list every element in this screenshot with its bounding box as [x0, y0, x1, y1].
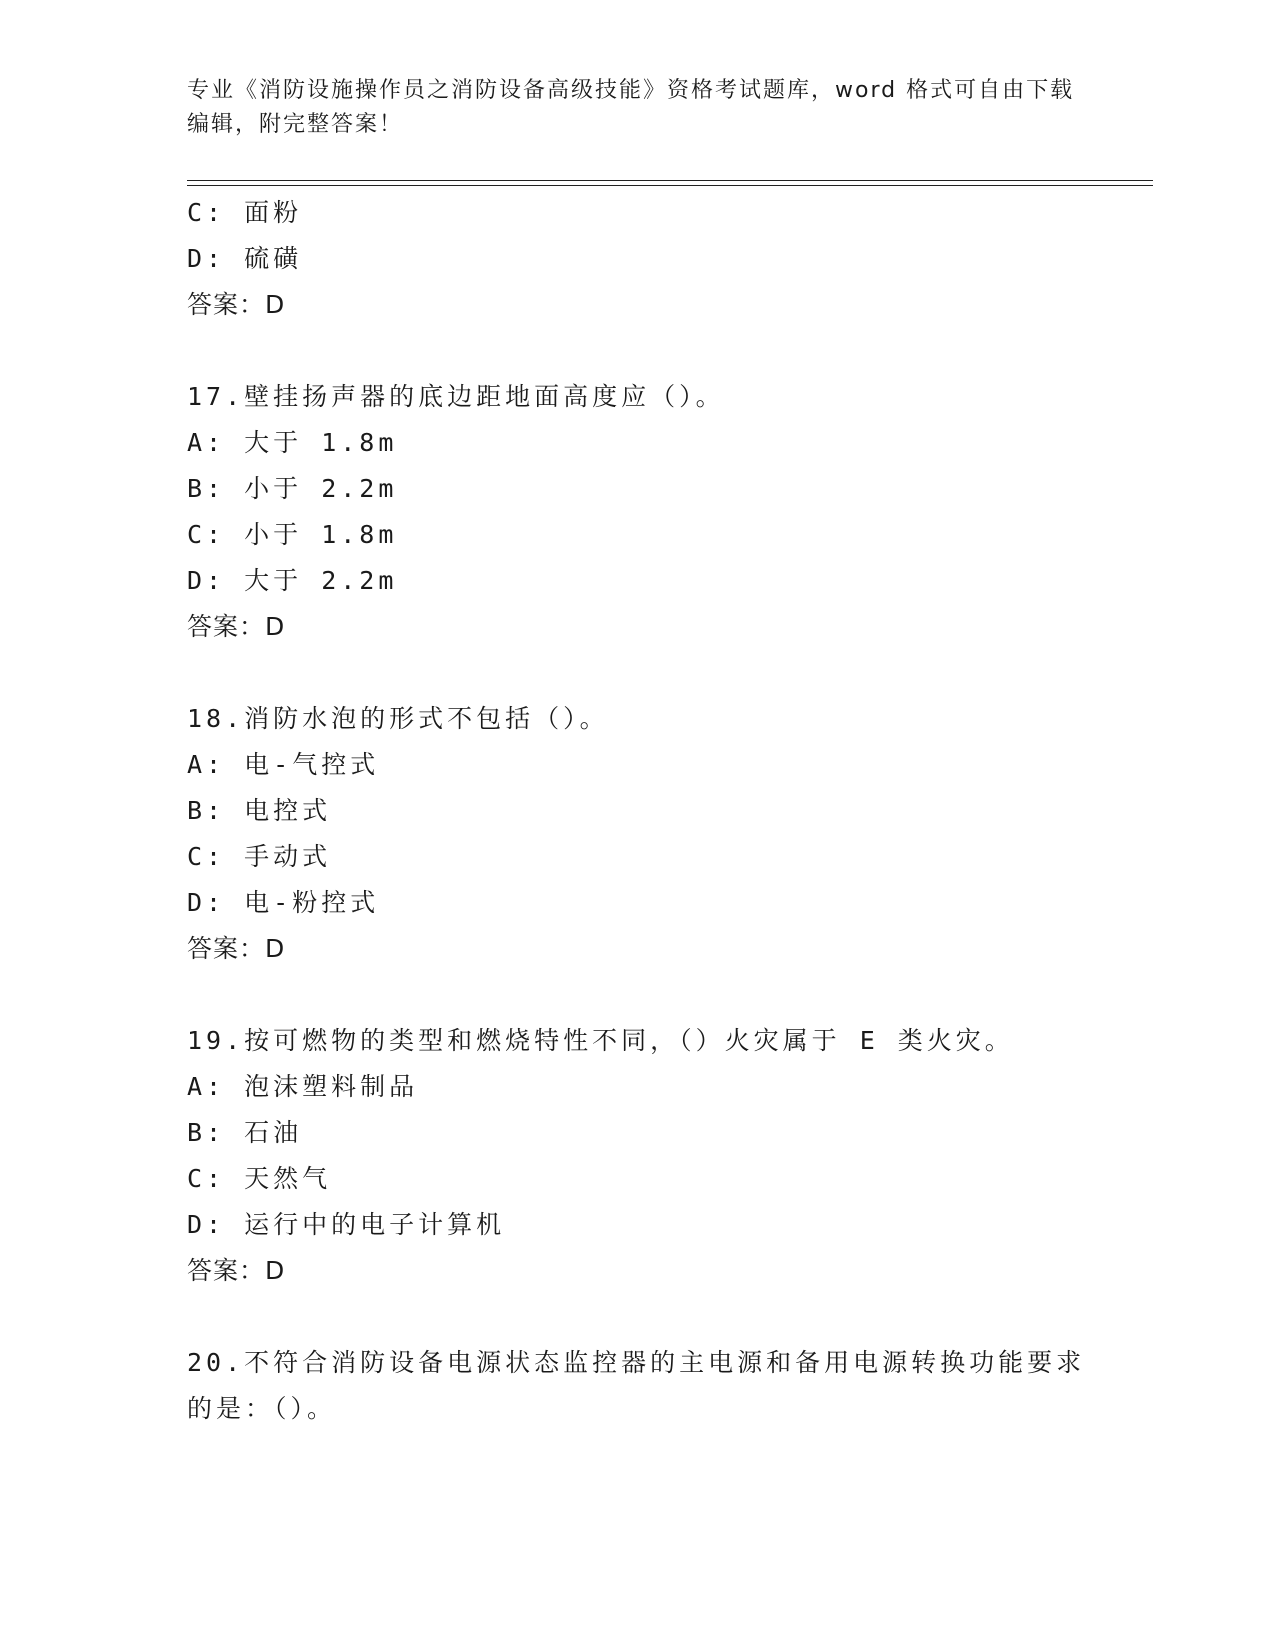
question-text: 20.不符合消防设备电源状态监控器的主电源和备用电源转换功能要求的是：（）。	[187, 1348, 1086, 1423]
question-block-20	[187, 1340, 1153, 1432]
option-c: C: 面粉	[187, 198, 303, 227]
question-block-18	[187, 696, 1153, 972]
question-text: 17.壁挂扬声器的底边距地面高度应（）。	[187, 382, 725, 411]
question-block-17	[187, 374, 1153, 650]
page-header: 专业《消防设施操作员之消防设备高级技能》资格考试题库，word 格式可自由下载编辑，附完整答案！	[187, 78, 1075, 137]
question-block-19	[187, 1018, 1153, 1294]
option-d: D: 运行中的电子计算机	[187, 1210, 506, 1239]
option-b: B: 石油	[187, 1118, 303, 1147]
question-text: 19.按可燃物的类型和燃烧特性不同，（）火灾属于 E 类火灾。	[187, 1026, 1014, 1055]
answer-line: 答案：D	[187, 290, 286, 319]
option-d: D: 硫磺	[187, 244, 303, 273]
option-a: A: 泡沫塑料制品	[187, 1072, 419, 1101]
option-a: A: 大于 1.8m	[187, 428, 398, 457]
option-c: C: 小于 1.8m	[187, 520, 398, 549]
answer-line: 答案：D	[187, 612, 286, 641]
option-b: B: 小于 2.2m	[187, 474, 398, 503]
question-text: 18.消防水泡的形式不包括（）。	[187, 704, 609, 733]
answer-line: 答案：D	[187, 934, 286, 963]
question-block-16-partial	[187, 190, 1153, 328]
option-c: C: 天然气	[187, 1164, 332, 1193]
question-content	[187, 190, 1153, 1432]
header-divider	[187, 180, 1153, 186]
option-d: D: 电-粉控式	[187, 888, 380, 917]
answer-line: 答案：D	[187, 1256, 286, 1285]
option-c: C: 手动式	[187, 842, 332, 871]
option-d: D: 大于 2.2m	[187, 566, 398, 595]
option-b: B: 电控式	[187, 796, 332, 825]
option-a: A: 电-气控式	[187, 750, 380, 779]
